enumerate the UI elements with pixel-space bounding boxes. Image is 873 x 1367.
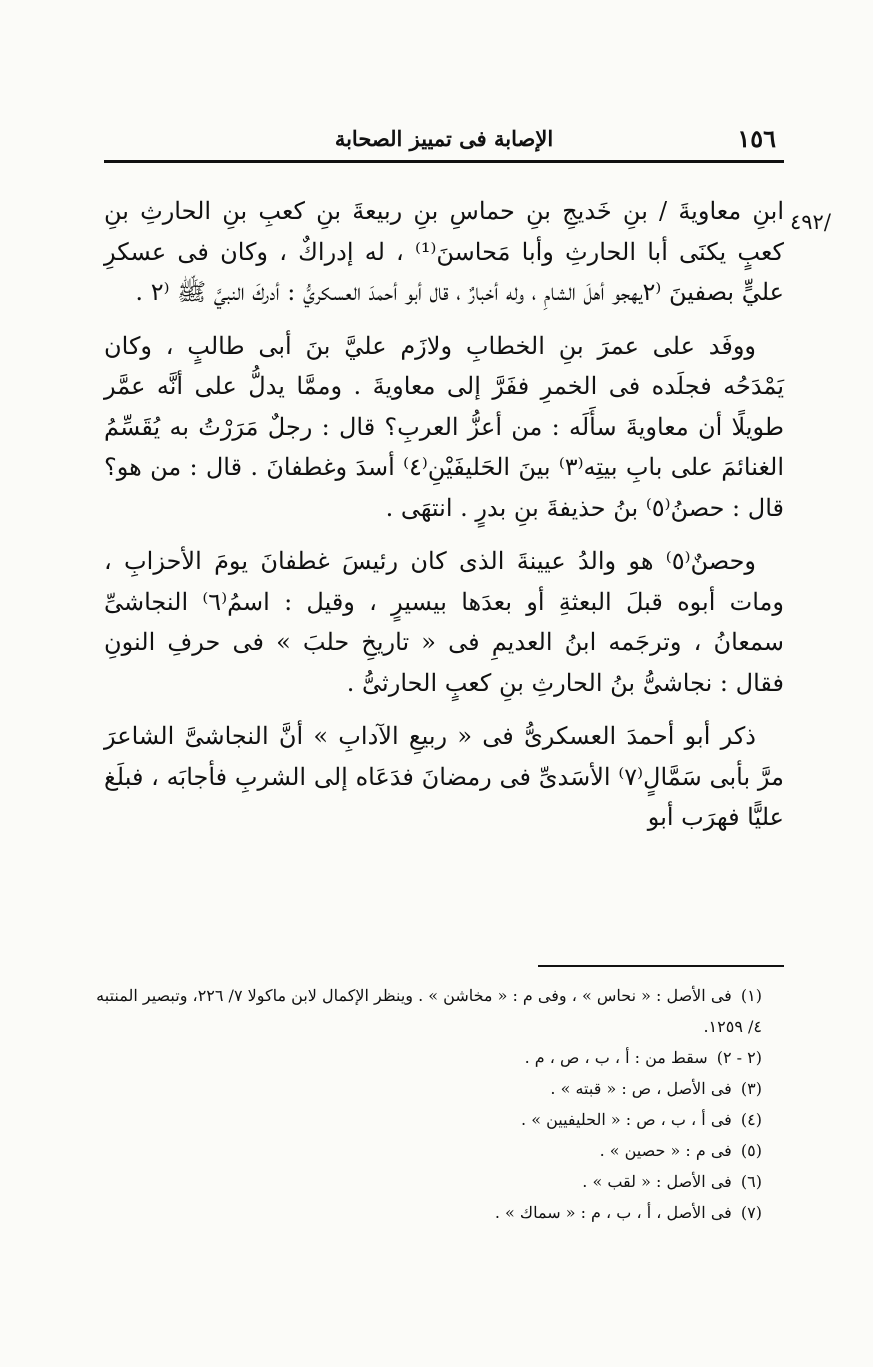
footnote-number: (٧)	[740, 1203, 762, 1222]
footnotes	[96, 980, 786, 1228]
footnote	[96, 1042, 786, 1073]
body-text	[104, 191, 784, 851]
footnote-text: فى م : « حصين » .	[599, 1141, 732, 1160]
footnote-number: (٣)	[740, 1079, 762, 1098]
footnote	[96, 980, 786, 1042]
footnote-text: فى الأصل ، ص : « قبته » .	[550, 1079, 732, 1098]
page-header	[104, 118, 784, 158]
footnote-text: فى الأصل : « نحاس » ، وفى م : « مخاشن » . وينظر الإكمال لابن ماكولا ٧/ ٢٢٦، وتبصير المنتبه ٤/ ١٢٥٩.	[96, 986, 762, 1036]
footnote-number: (٢ - ٢)	[716, 1048, 762, 1067]
paragraph-1: ابنِ معاويةَ / بنِ خَديجِ بنِ حماسِ بنِ ربيعةَ بنِ كعبِ بنِ الحارثِ بنِ كعبٍ يكنَى أبا الحارثِ وأبا مَحاسنَ⁽¹⁾ ، له إدراكٌ ، وكان فى عسكرِ عليٍّ بصفينَ ⁽٢يهجو أهلَ الشامِ ، وله أخبارٌ ، قال أبو أحمدَ العسكريُّ : أدركَ النبيَّ ﷺ ⁽٢ .	[104, 197, 784, 306]
footnote-text: فى أ ، ب ، ص : « الحليفيين » .	[521, 1110, 732, 1129]
page-number: ١٥٦	[737, 124, 776, 153]
footnote	[96, 1104, 786, 1135]
entry-number: ٤٩٢/	[790, 210, 831, 234]
footnote	[96, 1197, 786, 1228]
running-title: الإصابة فى تمييز الصحابة	[334, 126, 554, 151]
footnote-text: فى الأصل ، أ ، ب ، م : « سماك » .	[494, 1203, 732, 1222]
header-rule	[104, 160, 784, 163]
paragraph-2: ووفَد على عمرَ بنِ الخطابِ ولازَم عليَّ بنَ أبى طالبٍ ، وكان يَمْدَحُه فجلَده فى الخمرِ ففَرَّ إلى معاويةَ . وممَّا يدلُّ على أنَّه عمَّر طويلًا أن معاويةَ سأَلَه : من أعزُّ العربِ؟ قال : رجلٌ مَرَرْتُ به يُقَسِّمُ الغنائمَ على بابِ بيتِه⁽٣⁾ بينَ الحَليفَيْنِ⁽٤⁾ أسدَ وغطفانَ . قال : من هو؟ قال : حصنُ⁽٥⁾ بنُ حذيفةَ بنِ بدرٍ . انتهَى .	[104, 331, 785, 522]
footnote-text: سقط من : أ ، ب ، ص ، م .	[524, 1048, 708, 1067]
footnote-text: فى الأصل : « لقب » .	[582, 1172, 732, 1191]
footnote-number: (٥)	[740, 1141, 762, 1160]
footnote	[96, 1166, 786, 1197]
footnote-number: (٦)	[740, 1172, 762, 1191]
paragraph-4: ذكر أبو أحمدَ العسكرىُّ فى « ربيعِ الآدابِ » أنَّ النجاشىَّ الشاعرَ مرَّ بأبى سَمَّالٍ⁽٧⁾ الأسَدىِّ فى رمضانَ فدَعَاه إلى الشربِ فأجابَه ، فبلَغ عليًّا فهرَب أبو	[104, 722, 784, 831]
footnote	[96, 1073, 786, 1104]
footnote-rule	[538, 965, 784, 967]
footnote-number: (١)	[740, 986, 762, 1005]
footnote	[96, 1135, 786, 1166]
paragraph-3: وحصنٌ⁽٥⁾ هو والدُ عيينةَ الذى كان رئيسَ غطفانَ يومَ الأحزابِ ، ومات أبوه قبلَ البعثةِ أو بعدَها بيسيرٍ ، وقيل : اسمُ⁽٦⁾ النجاشىِّ سمعانُ ، وترجَمه ابنُ العديمِ فى « تاريخِ حلبَ » فى حرفِ النونِ فقال : نجاشىُّ بنُ الحارثِ بنِ كعبٍ الحارثىُّ .	[104, 547, 784, 697]
footnote-number: (٤)	[740, 1110, 762, 1129]
